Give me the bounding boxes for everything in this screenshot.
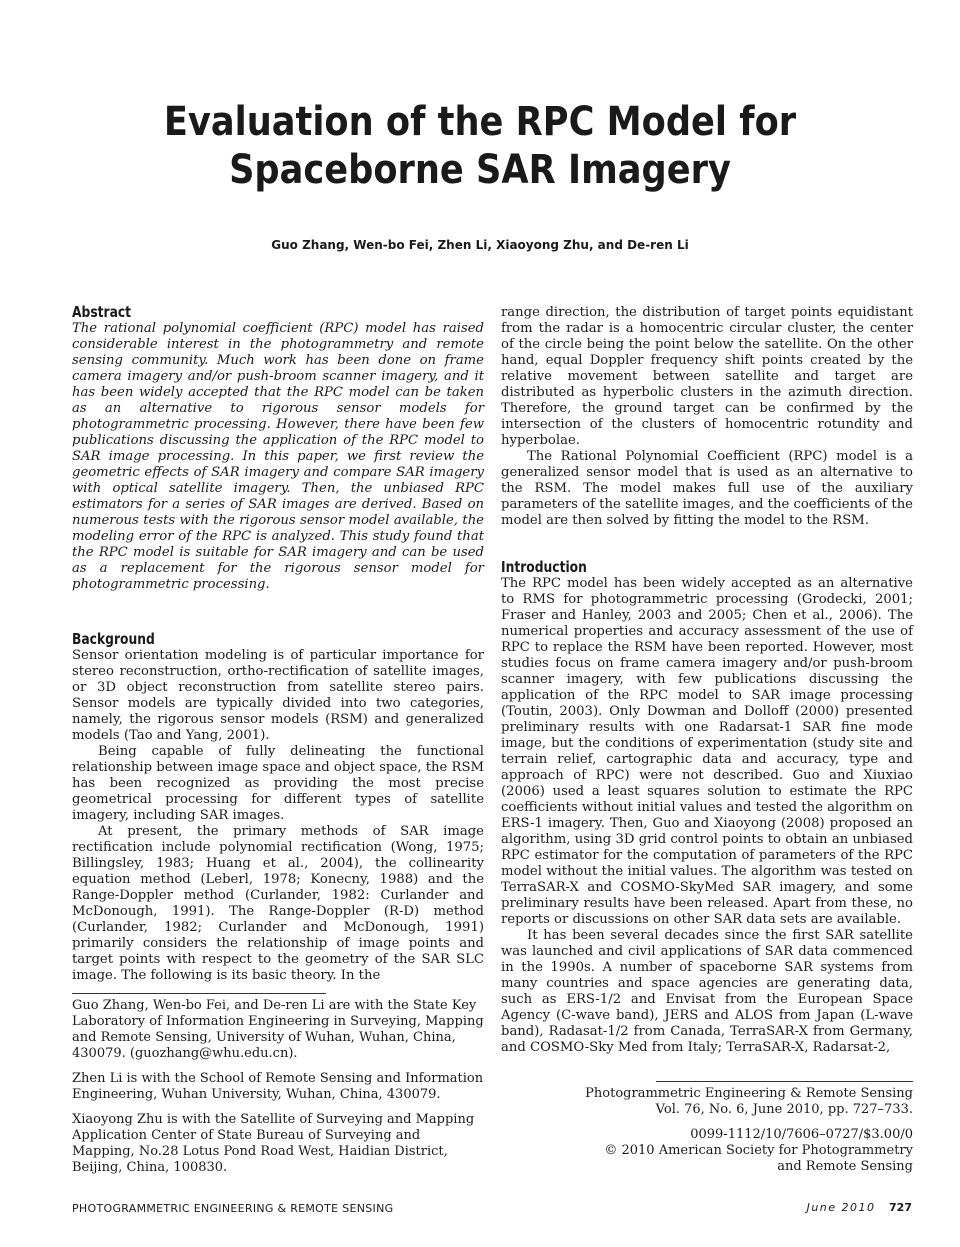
background-paragraph-2: Being capable of fully delineating the functional relationship between image space and object space, the RSM has been recognized as providing the most precise geometrical processing for different types of satellite imagery, including SAR images.: [72, 744, 484, 823]
introduction-paragraph-2: It has been several decades since the first SAR satellite was launched and civil applications of SAR data commenced in the 1990s. A number of spaceborne SAR systems from many countries and space agencies are generating data, such as ERS-1/2 and Envisat from the European Space Agency (C-wave band), JERS and ALOS from Japan (L-wave band), Radasat-1/2 from Canada, TerraSAR-X from Germany, and COSMO-Sky Med from Italy; TerraSAR-X, Radarsat-2,: [501, 928, 913, 1055]
abstract-heading: Abstract: [72, 303, 132, 321]
background-paragraph-3: At present, the primary methods of SAR image rectification include polynomial rectification (Wong, 1975; Billingsley, 1983; Huang et al., 2004), the collinearity equation method (Leberl, 1978; Konecny, 1988) and the Range-Doppler method (Curlander, 1982: Curlander and McDonough, 1991). The Range-Doppler (R-D) method (Curlander, 1982; Curlander and McDonough, 1991) primarily considers the relationship of image points and target points with respect to the geometry of the SAR SLC image. The following is its basic theory. In the: [72, 824, 484, 983]
continued-paragraph: range direction, the distribution of target points equidistant from the radar is a homocentric circular cluster, the center of the circle being the point below the satellite. On the other hand, equal Doppler frequency shift points created by the relative movement between satellite and target are distributed as hyperbolic clusters in the azimuth direction. Therefore, the ground target can be confirmed by the intersection of the clusters of homocentric rotundity and hyperbolae.: [501, 305, 913, 448]
citation-copyright-1: © 2010 American Society for Photogrammetry: [604, 1143, 913, 1158]
footnote-rule: [72, 993, 326, 994]
title-line-1: Evaluation of the RPC Model for: [163, 99, 797, 145]
citation-code: 0099-1112/10/7606–0727/$3.00/0: [690, 1127, 913, 1142]
introduction-paragraph-1: The RPC model has been widely accepted as an alternative to RMS for photogrammetric processing (Grodecki, 2001; Fraser and Hanley, 2003 and 2005; Chen et al., 2006). The numerical properties and accuracy assessment of the use of RPC to replace the RSM have been reported. However, most studies focus on frame camera imagery and/or push-broom scanner imagery, with few publications discussing the application of the RPC model to SAR image processing (Toutin, 2003). Only Dowman and Dolloff (2000) presented preliminary results with one Radarsat-1 SAR fine mode image, but the conditions of experimentation (study site and terrain relief, cartographic data and accuracy, type and approach of RPC) were not described. Guo and Xiuxiao (2006) used a least squares solution to estimate the RPC coefficients without initial values and tested the algorithm on ERS-1 imagery. Then, Guo and Xiaoyong (2008) proposed an algorithm, using 3D grid control points to obtain an unbiased RPC estimator for the computation of parameters of the RPC model without the initial values. The algorithm was tested on TerraSAR-X and COSMO-SkyMed SAR imagery, and some preliminary results have been released. Apart from these, no reports or discussions on other SAR data sets are available.: [501, 576, 913, 927]
running-head: PHOTOGRAMMETRIC ENGINEERING & REMOTE SENSING: [72, 1202, 394, 1215]
title-line-2: Spaceborne SAR Imagery: [229, 147, 731, 193]
author-list: Guo Zhang, Wen-bo Fei, Zhen Li, Xiaoyong Zhu, and De-ren Li: [271, 238, 689, 252]
citation-block: [560, 1086, 913, 1175]
citation-rule: [656, 1081, 913, 1082]
page-number: 727: [889, 1201, 912, 1214]
footnote-1: Guo Zhang, Wen-bo Fei, and De-ren Li are with the State Key Laboratory of Information Engineering in Surveying, Mapping and Remote Sensing, University of Wuhan, Wuhan, China, 430079. (guozhang@whu.edu.cn).: [72, 998, 484, 1061]
footnote-2: Zhen Li is with the School of Remote Sensing and Information Engineering, Wuhan University, Wuhan, China, 430079.: [72, 1071, 484, 1102]
citation-journal: Photogrammetric Engineering & Remote Sensing: [585, 1086, 913, 1101]
issue-date: June 2010: [806, 1201, 876, 1214]
author-affiliations: [72, 998, 484, 1185]
left-column: [72, 303, 484, 984]
right-column: [501, 305, 913, 1056]
paper-title: [58, 98, 903, 194]
background-heading: Background: [72, 630, 155, 648]
citation-volume: Vol. 76, No. 6, June 2010, pp. 727–733.: [655, 1102, 913, 1117]
footnote-3: Xiaoyong Zhu is with the Satellite of Surveying and Mapping Application Center of State Bureau of Surveying and Mapping, No.28 Lotus Pond Road West, Haidian District, Beijing, China, 100830.: [72, 1112, 475, 1175]
page-folio: [807, 1201, 912, 1214]
citation-copyright-2: and Remote Sensing: [777, 1159, 913, 1174]
introduction-heading: Introduction: [501, 558, 587, 576]
rpc-definition-paragraph: The Rational Polynomial Coefficient (RPC) model is a generalized sensor model that is used as an alternative to the RSM. The model makes full use of the auxiliary parameters of the satellite images, and the coefficients of the model are then solved by fitting the model to the RSM.: [501, 449, 913, 528]
abstract-text: The rational polynomial coefficient (RPC) model has raised considerable interest in the photogrammetry and remote sensing community. Much work has been done on frame camera imagery and/or push-broom scanner imagery, and it has been widely accepted that the RPC model can be taken as an alternative to rigorous sensor models for photogrammetric processing. However, there have been few publications discussing the application of the RPC model to SAR image processing. In this paper, we first review the geometric effects of SAR imagery and compare SAR imagery with optical satellite imagery. Then, the unbiased RPC estimators for a series of SAR images are derived. Based on numerous tests with the rigorous sensor model available, the modeling error of the RPC is analyzed. This study found that the RPC model is suitable for SAR imagery and can be used as a replacement for the rigorous sensor model for photogrammetric processing.: [72, 321, 484, 592]
background-paragraph-1: Sensor orientation modeling is of particular importance for stereo reconstruction, ortho-rectification of satellite images, or 3D object reconstruction from satellite stereo pairs. Sensor models are typically divided into two categories, namely, the rigorous sensor models (RSM) and generalized models (Tao and Yang, 2001).: [72, 648, 484, 743]
